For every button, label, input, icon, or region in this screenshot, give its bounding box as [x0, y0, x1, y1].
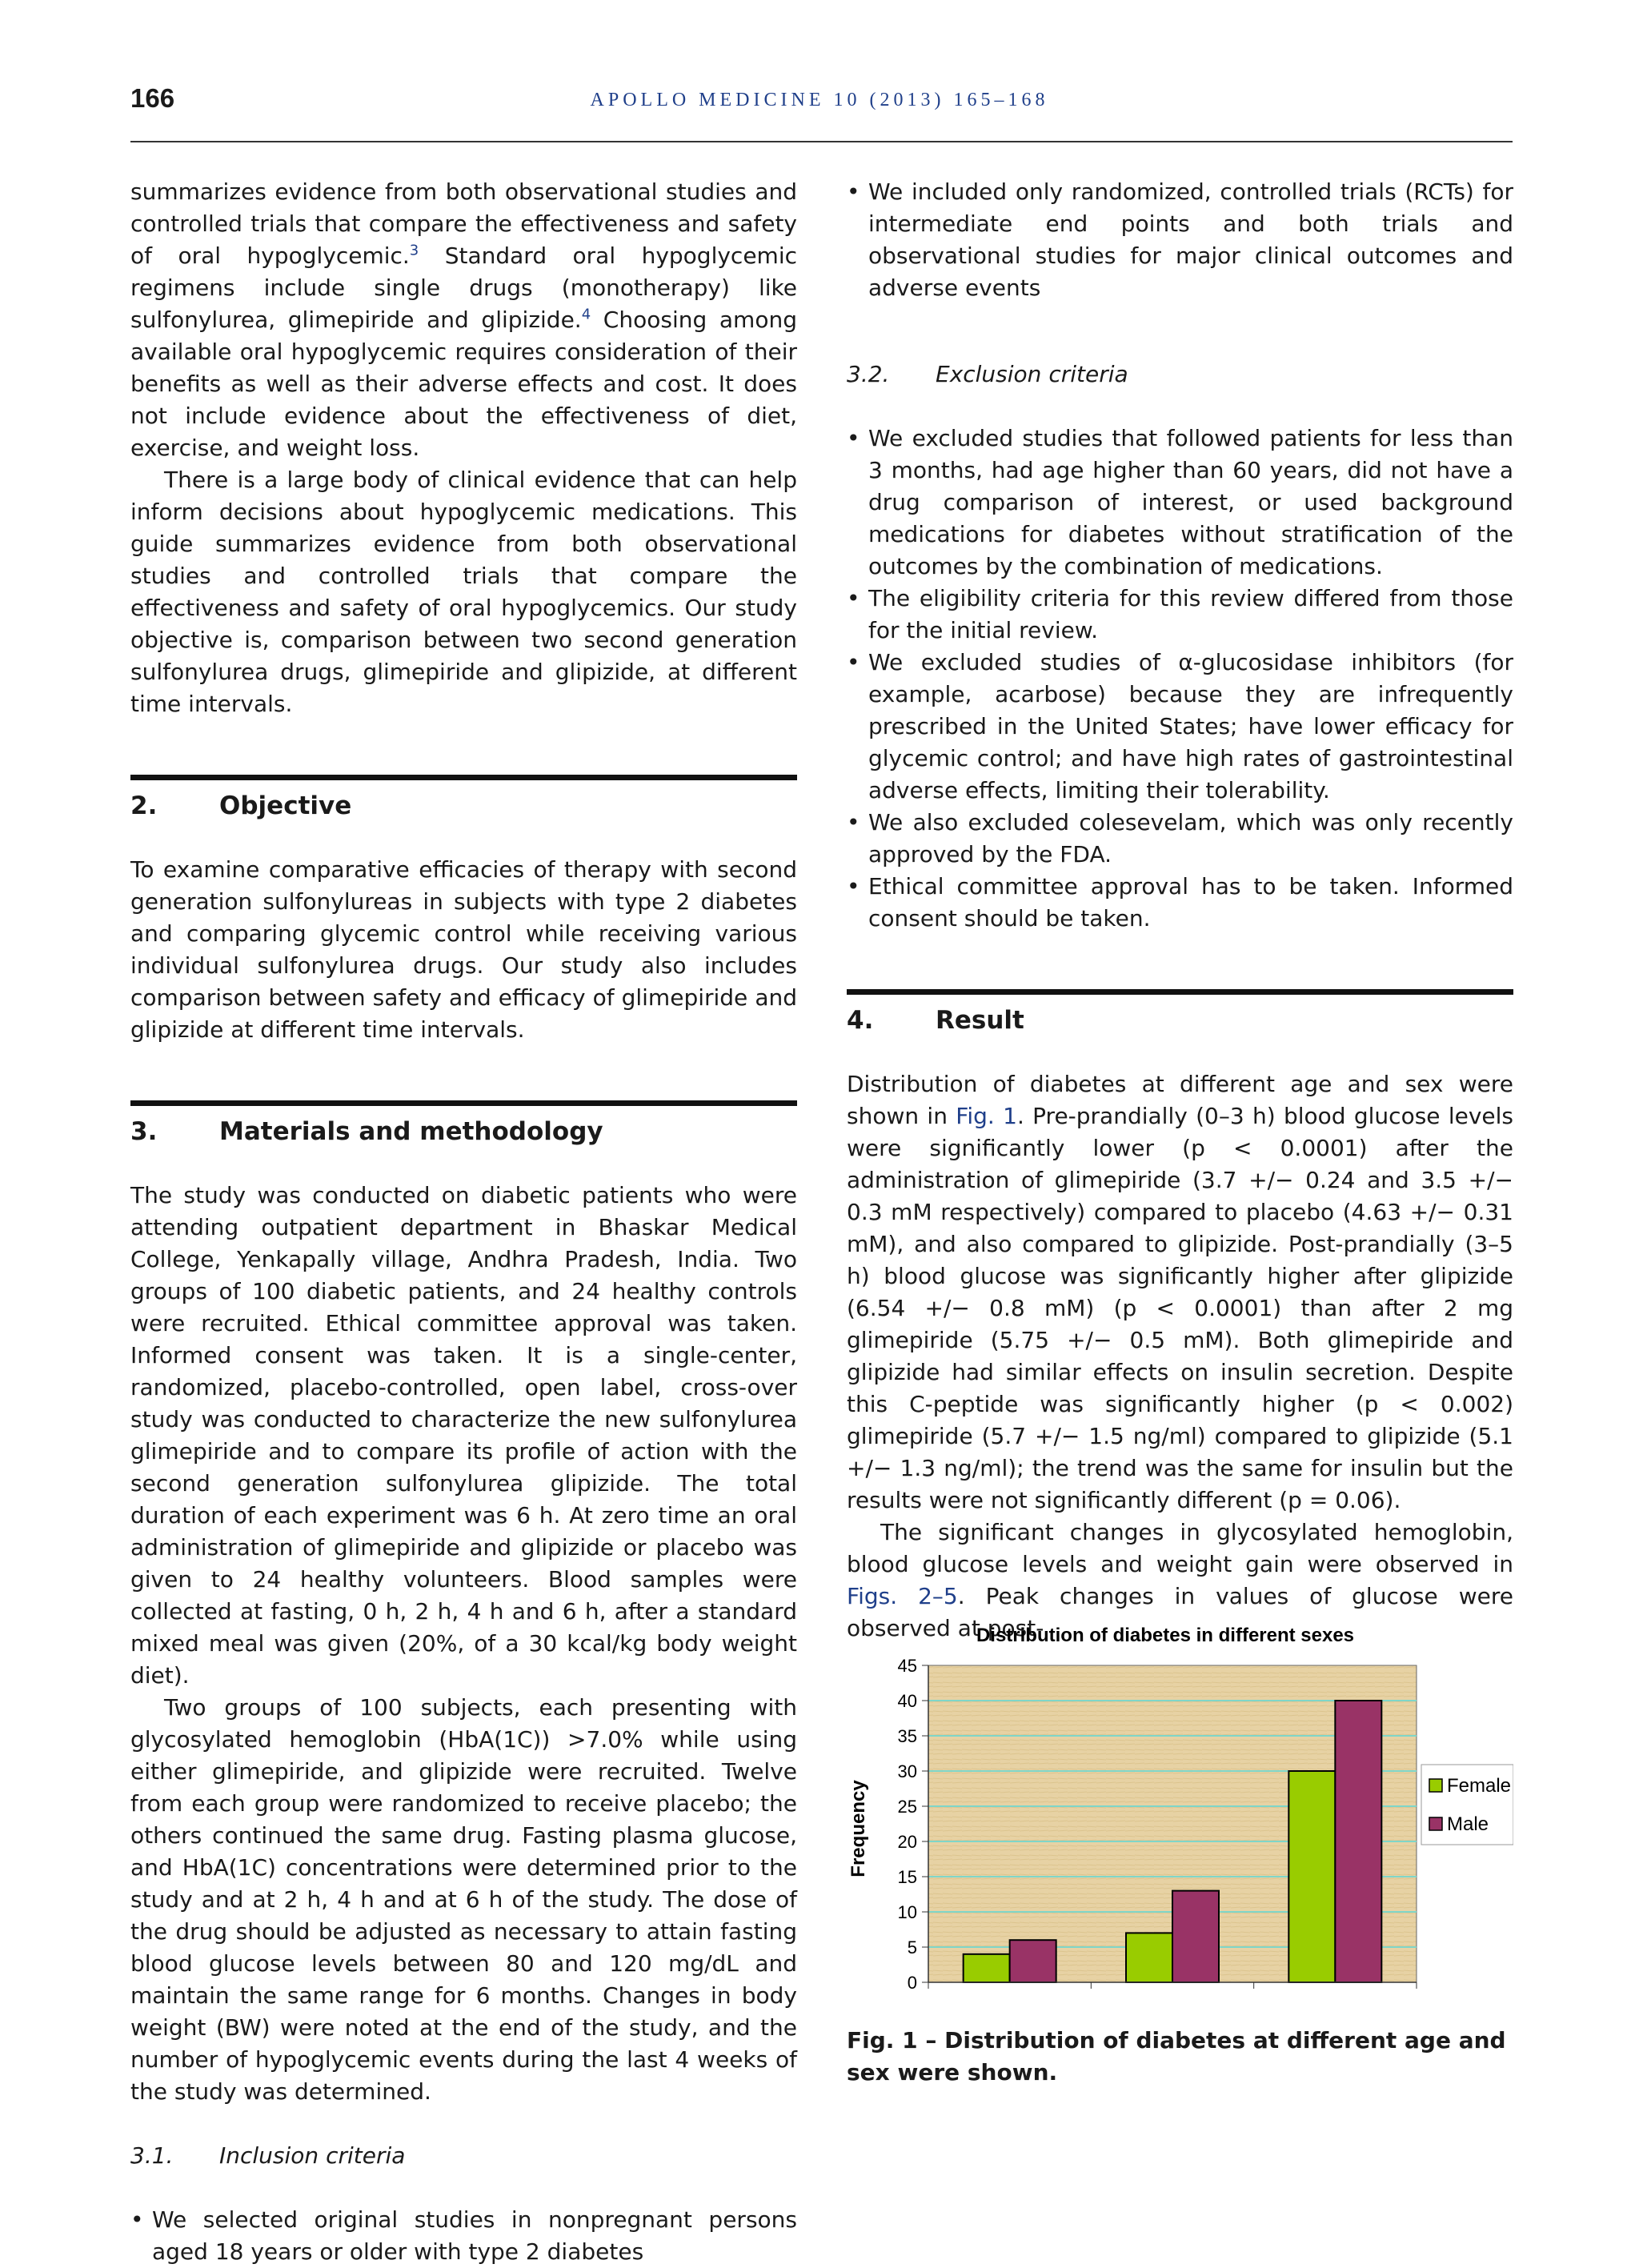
exclusion-list — [847, 423, 1513, 935]
y-axis-label: Frequency — [848, 1780, 869, 1877]
left-column — [130, 176, 797, 2268]
list-item: • The eligibility criteria for this review differed from those for the initial review. — [847, 583, 1513, 647]
chart-title: Distribution of diabetes in different sexes — [976, 1625, 1355, 1646]
y-tick-label: 35 — [897, 1726, 917, 1746]
y-tick-label: 40 — [897, 1691, 917, 1711]
list-item: • We selected original studies in nonpregnant persons aged 18 years or older with type 2 diabetes — [130, 2204, 797, 2268]
running-head: APOLLO MEDICINE 10 (2013) 165–168 — [590, 90, 1049, 110]
y-tick-label: 20 — [897, 1832, 917, 1852]
figure-caption: Fig. 1 – Distribution of diabetes at different age and sex were shown. — [847, 2027, 1506, 2086]
y-tick-label: 15 — [897, 1867, 917, 1887]
legend-label-female: Female — [1447, 1775, 1512, 1797]
section-heading-objective: 2. Objective — [130, 791, 352, 820]
y-tick-label: 30 — [897, 1761, 917, 1781]
x-axis-ticks — [928, 1982, 1417, 1989]
legend-swatch-male — [1429, 1817, 1442, 1830]
paragraph-result-2: The significant changes in glycosylated hemoglobin, blood glucose levels and weight gain were observed in Figs. 2–5. Peak changes in values of glucose were observed at post- — [847, 1519, 1514, 1641]
paragraph-objective: To examine comparative efficacies of therapy with second generation sulfonylureas in subjects with type 2 diabetes and comparing glycemic control while receiving various individual sulfonylurea drugs. Our study also includes comparison between safety and efficacy of glimepiride and glipizide at different time intervals. — [130, 856, 797, 1043]
inclusion-list-continued — [847, 176, 1513, 304]
figure-1-link[interactable]: Fig. 1 — [956, 1103, 1017, 1129]
list-item: • We included only randomized, controlled trials (RCTs) for intermediate end points and both trials and observational studies for major clinical outcomes and adverse events — [847, 176, 1513, 304]
subsection-heading-exclusion: 3.2. Exclusion criteria — [847, 361, 1128, 387]
section-rule — [130, 775, 797, 780]
right-column — [847, 176, 1513, 1645]
citation-4[interactable]: 4 — [581, 306, 591, 323]
y-tick-label: 25 — [897, 1797, 917, 1817]
bar-female-20-30 — [1126, 1933, 1172, 1982]
section-rule — [130, 1100, 797, 1106]
y-tick-label: 45 — [897, 1656, 917, 1676]
figures-2-5-link[interactable]: Figs. 2–5 — [847, 1583, 958, 1609]
page-number: 166 — [130, 83, 175, 113]
bar-female-30-40 — [1288, 1771, 1335, 1982]
y-tick-label: 10 — [897, 1902, 917, 1922]
legend — [1421, 1765, 1513, 1845]
paragraph-methods-1: The study was conducted on diabetic patients who were attending outpatient department in Bhaskar Medical College, Yenkapally village, Andhra Pradesh, India. Two groups of 100 diabetic patients, and 24 healthy controls were recruited. Ethical committee approval was taken. Informed consent was taken. It is a single-center, randomized, placebo-controlled, open label, cross-over study was conducted to characterize the new sulfonylurea glimepiride and to compare its profile of action with the second generation sulfonylurea glipizide. The total duration of each experiment was 6 h. At zero time an oral administration of glimepiride and glipizide or placebo was given to 24 healthy volunteers. Blood samples were collected at fasting, 0 h, 2 h, 4 h and 6 h, after a standard mixed meal was given (20%, of a 30 kcal/kg body weight diet). — [130, 1182, 797, 1689]
y-axis-ticks — [898, 1656, 928, 1989]
bar-chart — [847, 1613, 1513, 1989]
paragraph-methods-2: Two groups of 100 subjects, each presenting with glycosylated hemoglobin (HbA(1C)) >7.0% while using either glimepiride, and glipizide were recruited. Twelve from each group were randomized to receive placebo; the others continued the same drug. Fasting plasma glucose, and HbA(1C) concentrations were determined prior to the study and at 2 h, 4 h and at 6 h of the study. The dose of the drug should be adjusted as necessary to attain fasting blood glucose levels between 80 and 120 mg/dL and maintain the same range for 6 months. Changes in body weight (BW) were noted at the end of the study, and the number of hypoglycemic events during the last 4 weeks of the study was determined. — [130, 1694, 797, 2105]
paragraph-evidence: There is a large body of clinical evidence that can help inform decisions about hypoglycemic medications. This guide summarizes evidence from both observational studies and controlled trials that compare the effectiveness and safety of oral hypoglycemics. Our study objective is, comparison between two second generation sulfonylurea drugs, glimepiride and glipizide, at different time intervals. — [130, 467, 797, 717]
list-item: • We excluded studies that followed patients for less than 3 months, had age higher than 60 years, did not have a drug comparison of interest, or used background medications for diabetes without stratification of the outcomes by the combination of medications. — [847, 423, 1513, 583]
bar-male-30-40 — [1335, 1701, 1381, 1982]
paragraph-intro: summarizes evidence from both observational studies and controlled trials that compare the effectiveness and safety of oral hypoglycemic.$^3$ Standard oral hypoglycemic regimens include single drugs (monotherapy) like sulfonylurea, glimepiride and glipizide.$^4$ Choosing among available oral hypoglycemic requires consideration of their benefits as well as their adverse effects and cost. It does not include evidence about the effectiveness of diet, exercise, and weight loss. — [130, 178, 797, 461]
bar-female-0-20 — [964, 1954, 1010, 1982]
bar-male-0-20 — [1010, 1940, 1056, 1982]
header-rule — [130, 141, 1513, 142]
bar-male-20-30 — [1172, 1891, 1219, 1982]
legend-label-male: Male — [1447, 1813, 1489, 1835]
figure-1 — [847, 1613, 1513, 1989]
y-tick-label: 0 — [907, 1973, 917, 1989]
section-heading-methods: 3. Materials and methodology — [130, 1117, 603, 1146]
citation-3[interactable]: 3 — [409, 242, 419, 259]
y-tick-label: 5 — [907, 1937, 917, 1957]
inclusion-list — [130, 2204, 797, 2268]
list-item: • We also excluded colesevelam, which was only recently approved by the FDA. — [847, 807, 1513, 871]
legend-swatch-female — [1429, 1779, 1442, 1792]
section-rule — [847, 989, 1513, 995]
list-item: • We excluded studies of α-glucosidase inhibitors (for example, acarbose) because they are infrequently prescribed in the United States; have lower efficacy for glycemic control; and have high rates of gastrointestinal adverse effects, limiting their tolerability. — [847, 647, 1513, 807]
subsection-heading-inclusion: 3.1. Inclusion criteria — [130, 2142, 406, 2169]
paragraph-result-1: Distribution of diabetes at different age and sex were shown in Fig. 1. Pre-prandially (0–3 h) blood glucose levels were significantly lower (p < 0.0001) after the administration of glimepiride (3.7 +/− 0.24 and 3.5 +/− 0.3 mM respectively) compared to placebo (4.63 +/− 0.31 mM), and also compared to glipizide. Post-prandially (3–5 h) blood glucose was significantly higher after glipizide (6.54 +/− 0.8 mM) (p < 0.0001) than after 2 mg glimepiride (5.75 +/− 0.5 mM). Both glimepiride and glipizide had similar effects on insulin secretion. Despite this C-peptide was significantly higher (p < 0.002) glimepiride (5.7 +/− 1.5 ng/ml) compared to glipizide (5.1 +/− 1.3 ng/ml); the trend was the same for insulin but the results were not significantly different (p = 0.06). — [847, 1071, 1513, 1513]
section-heading-result: 4. Result — [847, 1006, 1024, 1035]
list-item: • Ethical committee approval has to be taken. Informed consent should be taken. — [847, 871, 1513, 935]
